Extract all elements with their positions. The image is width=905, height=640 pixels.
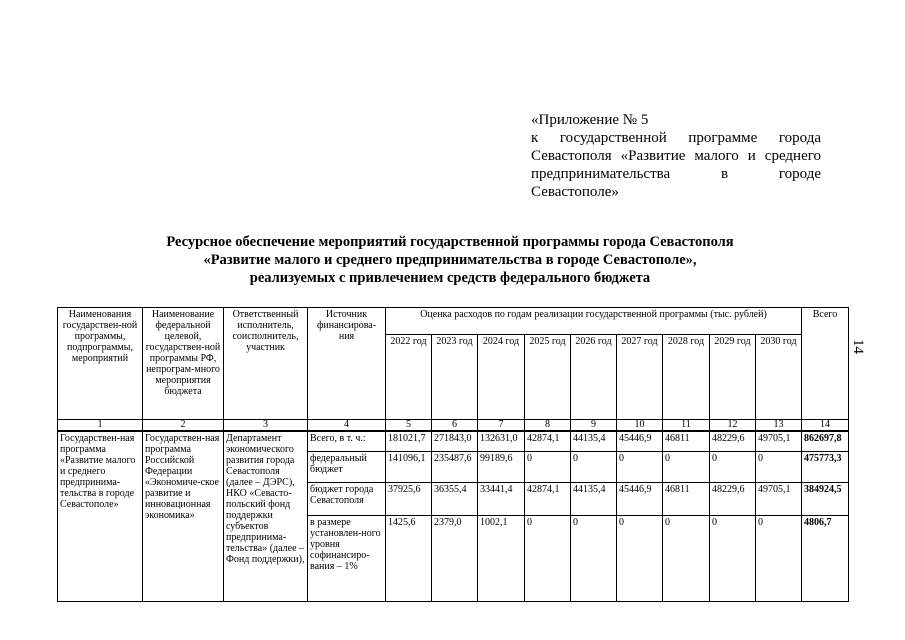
value-cell: 0 bbox=[617, 451, 663, 482]
value-cell: 0 bbox=[756, 515, 802, 601]
value-cell: 42874,1 bbox=[525, 431, 571, 451]
header-year: 2024 год bbox=[478, 335, 525, 420]
value-cell: 45446,9 bbox=[617, 482, 663, 515]
funding-source-cell: федеральный бюджет bbox=[308, 451, 386, 482]
value-cell: 49705,1 bbox=[756, 482, 802, 515]
column-number: 4 bbox=[308, 420, 386, 432]
value-cell: 44135,4 bbox=[571, 431, 617, 451]
funding-source-cell: Всего, в т. ч.: bbox=[308, 431, 386, 451]
column-number: 13 bbox=[756, 420, 802, 432]
column-number: 6 bbox=[432, 420, 478, 432]
value-cell: 1425,6 bbox=[386, 515, 432, 601]
title-line-2: «Развитие малого и среднего предпринимательства в городе Севастополе», bbox=[203, 252, 697, 268]
header-year: 2027 год bbox=[617, 335, 663, 420]
value-cell: 42874,1 bbox=[525, 482, 571, 515]
appendix-header bbox=[531, 111, 821, 201]
header-year: 2029 год bbox=[710, 335, 756, 420]
column-number: 14 bbox=[802, 420, 849, 432]
header-year: 2025 год bbox=[525, 335, 571, 420]
funding-source-cell: в размере установлен-ного уровня софинансиро-вания – 1% bbox=[308, 515, 386, 601]
title-line-3: реализуемых с привлечением средств федерального бюджета bbox=[249, 270, 651, 286]
header-funding-source: Источник финансирова-ния bbox=[308, 308, 386, 420]
value-cell: 0 bbox=[663, 451, 710, 482]
header-program-names: Наименования государствен-ной программы, подпрограммы, мероприятий bbox=[58, 308, 143, 420]
value-cell: 141096,1 bbox=[386, 451, 432, 482]
value-cell: 181021,7 bbox=[386, 431, 432, 451]
appendix-line-4: предпринимательства в городе bbox=[531, 166, 821, 182]
header-year: 2026 год bbox=[571, 335, 617, 420]
value-cell: 271843,0 bbox=[432, 431, 478, 451]
value-cell: 0 bbox=[571, 515, 617, 601]
value-cell: 46811 bbox=[663, 482, 710, 515]
appendix-line-2: к государственной программе города bbox=[531, 130, 821, 146]
value-cell: 45446,9 bbox=[617, 431, 663, 451]
value-cell: 0 bbox=[617, 515, 663, 601]
column-number: 11 bbox=[663, 420, 710, 432]
program-name-cell: Государствен-ная программа «Развитие малого и среднего предпринима-тельства в городе Севастополе» bbox=[58, 431, 143, 601]
value-cell: 0 bbox=[525, 515, 571, 601]
header-total: Всего bbox=[802, 308, 849, 420]
executor-cell: Департамент экономического развития города Севастополя (далее – ДЭРС), НКО «Севасто-польский фонд поддержки субъектов предпринима-тельства» (далее – Фонд поддержки), bbox=[224, 431, 308, 601]
resource-table bbox=[57, 307, 849, 602]
title-line-1: Ресурсное обеспечение мероприятий государственной программы города Севастополя bbox=[166, 234, 734, 250]
value-cell: 33441,4 bbox=[478, 482, 525, 515]
column-number: 10 bbox=[617, 420, 663, 432]
value-cell: 0 bbox=[710, 515, 756, 601]
header-executor: Ответственный исполнитель, соисполнитель, участник bbox=[224, 308, 308, 420]
appendix-line-1: «Приложение № 5 bbox=[531, 112, 649, 128]
value-cell: 36355,4 bbox=[432, 482, 478, 515]
column-number: 5 bbox=[386, 420, 432, 432]
value-cell: 0 bbox=[525, 451, 571, 482]
value-cell: 48229,6 bbox=[710, 431, 756, 451]
value-cell: 99189,6 bbox=[478, 451, 525, 482]
value-cell: 49705,1 bbox=[756, 431, 802, 451]
column-number: 2 bbox=[143, 420, 224, 432]
value-cell: 0 bbox=[710, 451, 756, 482]
value-cell: 2379,0 bbox=[432, 515, 478, 601]
value-cell: 0 bbox=[663, 515, 710, 601]
value-cell: 46811 bbox=[663, 431, 710, 451]
appendix-line-3: Севастополя «Развитие малого и среднего bbox=[531, 148, 821, 164]
total-cell: 4806,7 bbox=[802, 515, 849, 601]
value-cell: 44135,4 bbox=[571, 482, 617, 515]
document-title bbox=[120, 233, 780, 287]
page-number: 14 bbox=[850, 339, 866, 354]
column-number: 8 bbox=[525, 420, 571, 432]
value-cell: 235487,6 bbox=[432, 451, 478, 482]
table-row bbox=[58, 431, 849, 451]
federal-program-cell: Государствен-ная программа Российской Федерации «Экономиче-ское развитие и инновационная экономика» bbox=[143, 431, 224, 601]
column-number: 3 bbox=[224, 420, 308, 432]
column-number: 9 bbox=[571, 420, 617, 432]
total-cell: 862697,8 bbox=[802, 431, 849, 451]
value-cell: 0 bbox=[571, 451, 617, 482]
total-cell: 475773,3 bbox=[802, 451, 849, 482]
value-cell: 37925,6 bbox=[386, 482, 432, 515]
header-year: 2028 год bbox=[663, 335, 710, 420]
header-year: 2023 год bbox=[432, 335, 478, 420]
column-number: 12 bbox=[710, 420, 756, 432]
value-cell: 48229,6 bbox=[710, 482, 756, 515]
header-federal-program: Наименование федеральной целевой, государствен-ной программы РФ, непрограм-много мероприятия бюджета bbox=[143, 308, 224, 420]
total-cell: 384924,5 bbox=[802, 482, 849, 515]
column-number: 7 bbox=[478, 420, 525, 432]
value-cell: 0 bbox=[756, 451, 802, 482]
header-estimate: Оценка расходов по годам реализации государственной программы (тыс. рублей) bbox=[386, 308, 802, 335]
appendix-line-5: Севастополе» bbox=[531, 184, 619, 200]
header-year: 2022 год bbox=[386, 335, 432, 420]
column-number: 1 bbox=[58, 420, 143, 432]
value-cell: 1002,1 bbox=[478, 515, 525, 601]
funding-source-cell: бюджет города Севастополя bbox=[308, 482, 386, 515]
value-cell: 132631,0 bbox=[478, 431, 525, 451]
header-year: 2030 год bbox=[756, 335, 802, 420]
